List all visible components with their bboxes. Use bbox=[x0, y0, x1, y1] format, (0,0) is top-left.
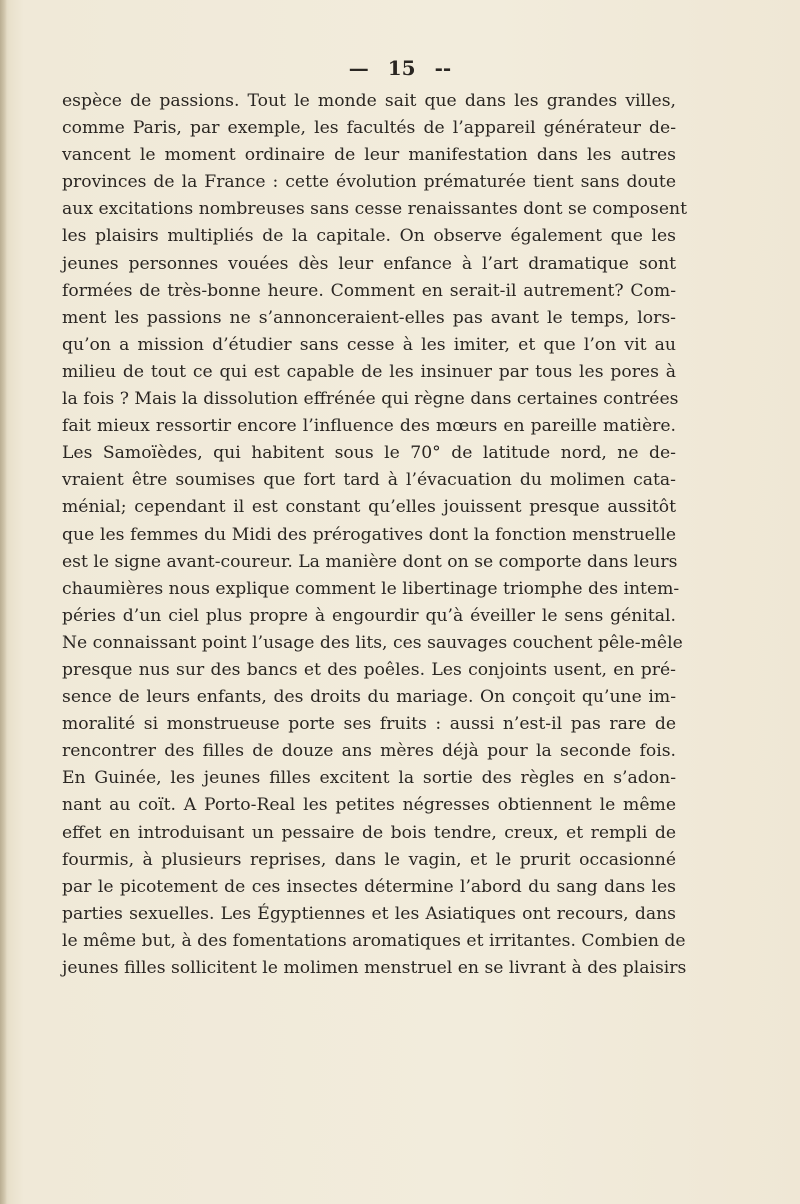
text-line: provinces de la France : cette évolution prématurée tient sans doute bbox=[62, 172, 676, 193]
text-line: ment les passions ne s’annonceraient-elles pas avant le temps, lors- bbox=[62, 307, 676, 328]
text-line: la fois ? Mais la dissolution effrénée qui règne dans certaines contrées bbox=[62, 389, 679, 410]
text-line: jeunes filles sollicitent le molimen menstruel en se livrant à des plaisirs bbox=[62, 958, 687, 978]
text-line: milieu de tout ce qui est capable de les insinuer par tous les pores à bbox=[62, 361, 676, 382]
text-line: qu’on a mission d’étudier sans cesse à les imiter, et que l’on vit au bbox=[62, 334, 676, 355]
text-line: ménial; cependant il est constant qu’elles jouissent presque aussitôt bbox=[62, 497, 676, 518]
text-line: En Guinée, les jeunes filles excitent la sortie des règles en s’adon- bbox=[62, 768, 676, 789]
text-line: comme Paris, par exemple, les facultés de l’appareil générateur de- bbox=[62, 118, 676, 139]
text-line: espèce de passions. Tout le monde sait que dans les grandes villes, bbox=[62, 91, 676, 111]
text-line: jeunes personnes vouées dès leur enfance à l’art dramatique sont bbox=[62, 253, 676, 274]
body-text bbox=[62, 88, 688, 982]
text-line: est le signe avant-coureur. La manière dont on se comporte dans leurs bbox=[62, 551, 678, 572]
text-line: fourmis, à plusieurs reprises, dans le vagin, et le prurit occasionné bbox=[62, 849, 676, 870]
text-line: fait mieux ressortir encore l’influence des mœurs en pareille matière. bbox=[62, 416, 676, 437]
text-line: Les Samoïèdes, qui habitent sous le 70° de latitude nord, ne de- bbox=[62, 443, 676, 464]
text-line: effet en introduisant un pessaire de bois tendre, creux, et rempli de bbox=[62, 822, 676, 843]
text-line: Ne connaissant point l’usage des lits, ces sauvages couchent pêle-mêle bbox=[62, 632, 683, 653]
text-line: les plaisirs multipliés de la capitale. On observe également que les bbox=[62, 226, 676, 247]
text-line: péries d’un ciel plus propre à engourdir qu’à éveiller le sens génital. bbox=[62, 605, 676, 626]
page-number-prefix: — bbox=[348, 56, 369, 80]
text-line: moralité si monstrueuse porte ses fruits : aussi n’est-il pas rare de bbox=[62, 714, 676, 735]
text-line: vraient être soumises que fort tard à l’évacuation du molimen cata- bbox=[62, 470, 676, 491]
page-number-header bbox=[0, 56, 800, 80]
text-line: aux excitations nombreuses sans cesse renaissantes dont se composent bbox=[62, 199, 688, 220]
page-number-suffix: -- bbox=[434, 56, 452, 80]
page-spine-shadow bbox=[0, 0, 7, 1204]
text-line: chaumières nous explique comment le libertinage triomphe des intem- bbox=[62, 578, 680, 599]
text-line: rencontrer des filles de douze ans mères déjà pour la seconde fois. bbox=[62, 741, 676, 762]
text-line: que les femmes du Midi des prérogatives dont la fonction menstruelle bbox=[62, 524, 676, 545]
text-line: par le picotement de ces insectes détermine l’abord du sang dans les bbox=[62, 876, 676, 897]
text-line: formées de très-bonne heure. Comment en serait-il autrement? Com- bbox=[62, 280, 676, 301]
text-line: nant au coït. A Porto-Real les petites négresses obtiennent le même bbox=[62, 795, 676, 816]
text-line: le même but, à des fomentations aromatiques et irritantes. Combien de bbox=[62, 930, 686, 951]
page-number: 15 bbox=[387, 56, 416, 80]
text-line: vancent le moment ordinaire de leur manifestation dans les autres bbox=[62, 145, 676, 166]
text-line: parties sexuelles. Les Égyptiennes et les Asiatiques ont recours, dans bbox=[62, 903, 676, 924]
text-line: sence de leurs enfants, des droits du mariage. On conçoit qu’une im- bbox=[62, 687, 676, 708]
text-line: presque nus sur des bancs et des poêles. Les conjoints usent, en pré- bbox=[62, 659, 676, 680]
